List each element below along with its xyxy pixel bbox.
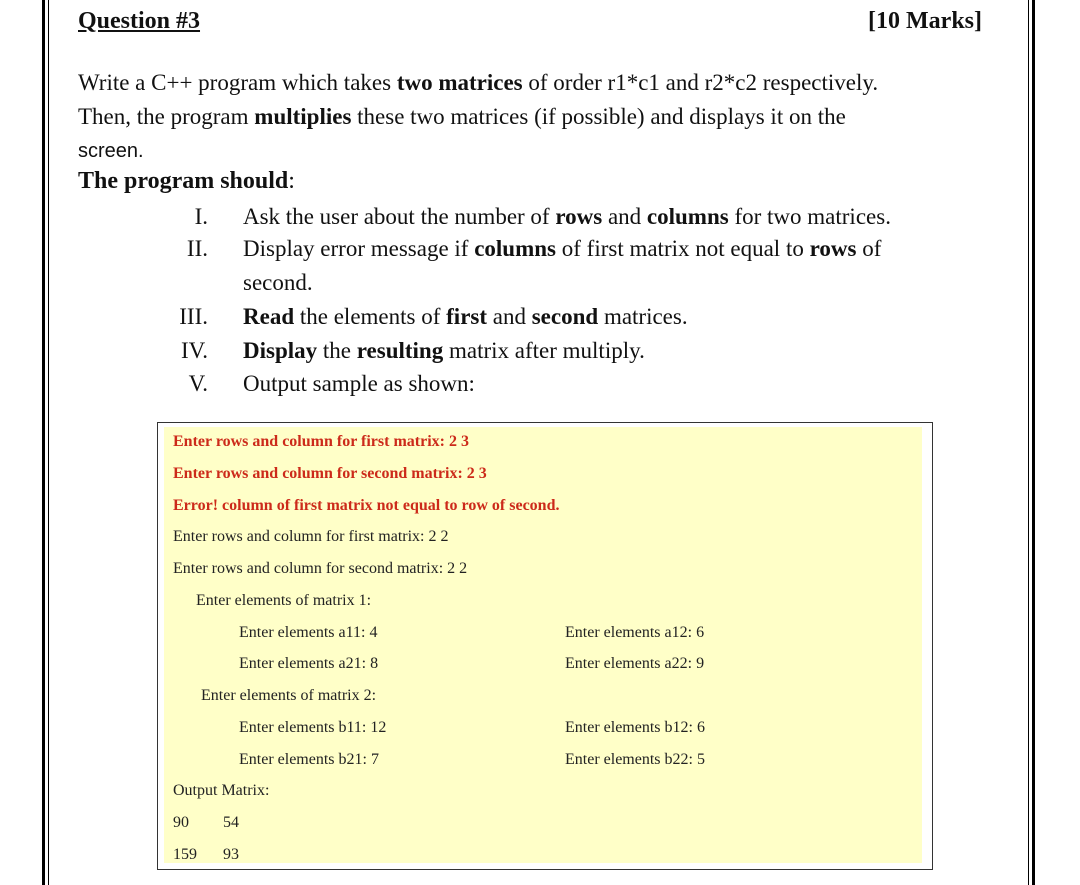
console-line-matrix2-label: Enter elements of matrix 2: [201,687,377,704]
list-bold: first [446,304,488,329]
list-bold: second [531,304,599,329]
sample-output-box [157,422,933,870]
list-text: the elements of [294,304,447,329]
output-matrix-cell-r2c1: 159 [173,846,197,863]
list-bold: Read [243,304,295,329]
page-border-left-thick [42,0,45,885]
list-text: second. [243,270,313,295]
intro-line-2 [78,100,978,134]
console-line-b11: Enter elements b11: 12 [239,719,387,736]
list-text: matrices. [598,304,688,329]
list-item-number: IV. [180,338,208,363]
intro-text: of order r1*c1 and r2*c2 respectively. [522,70,879,95]
list-bold: rows [809,236,857,261]
list-item-number: II. [186,236,208,261]
console-line-b22: Enter elements b22: 5 [565,751,705,768]
console-line-a11: Enter elements a11: 4 [239,624,378,641]
console-line-error-message: Error! column of first matrix not equal to row of second. [173,497,560,514]
intro-paragraph [78,66,978,168]
console-line-matrix1-label: Enter elements of matrix 1: [196,592,372,609]
console-line-error-input-1: Enter rows and column for first matrix: 2 3 [173,433,469,450]
console-line-input-2: Enter rows and column for second matrix: 2 2 [173,560,468,577]
console-line-error-input-2: Enter rows and column for second matrix: 2 3 [173,465,487,482]
console-line-a21: Enter elements a21: 8 [239,655,379,672]
console-line-a12: Enter elements a12: 6 [565,624,705,641]
list-text: Output sample as shown: [243,371,475,396]
output-matrix-cell-r2c2: 93 [223,846,239,863]
list-text: the [317,338,357,363]
subheading-colon: : [288,168,295,194]
page-border-left-thin [48,0,49,885]
list-bold: columns [474,236,556,261]
intro-line-3: screen. [78,140,144,162]
list-text: of [856,236,882,261]
list-text: Ask the user about the number of [243,204,556,229]
list-text: and [487,304,532,329]
list-text: matrix after multiply. [443,338,645,363]
output-matrix-cell-r1c1: 90 [173,814,189,831]
console-line-output-label: Output Matrix: [173,782,270,799]
intro-text: Then, the program [78,104,255,129]
output-matrix-cell-r1c2: 54 [223,814,239,831]
list-item-number: V. [188,371,208,396]
console-line-a22: Enter elements a22: 9 [565,655,705,672]
list-text: and [602,204,647,229]
question-title: Question #3 [78,8,201,34]
page-border-right-thick [1032,0,1035,885]
question-marks: [10 Marks] [868,8,982,34]
console-line-b21: Enter elements b21: 7 [239,751,379,768]
intro-bold: multiplies [254,104,352,129]
list-text: for two matrices. [728,204,891,229]
subheading-bold: The program should [78,168,289,194]
list-item-number: I. [194,204,208,229]
list-bold: resulting [356,338,444,363]
program-should-heading [78,168,295,195]
console-line-input-1: Enter rows and column for first matrix: 2 2 [173,528,449,545]
intro-text: Write a C++ program which takes [78,70,397,95]
console-background [164,427,922,863]
list-bold: columns [646,204,729,229]
page-border-right-thin [1028,0,1029,885]
list-text: Display error message if [243,236,475,261]
intro-bold: two matrices [396,70,523,95]
intro-text: these two matrices (if possible) and displays it on the [351,104,846,129]
console-line-b12: Enter elements b12: 6 [565,719,705,736]
list-item-number: III. [179,304,208,329]
intro-line-1 [78,66,978,100]
list-text: of first matrix not equal to [556,236,810,261]
list-bold: Display [243,338,318,363]
list-bold: rows [555,204,603,229]
